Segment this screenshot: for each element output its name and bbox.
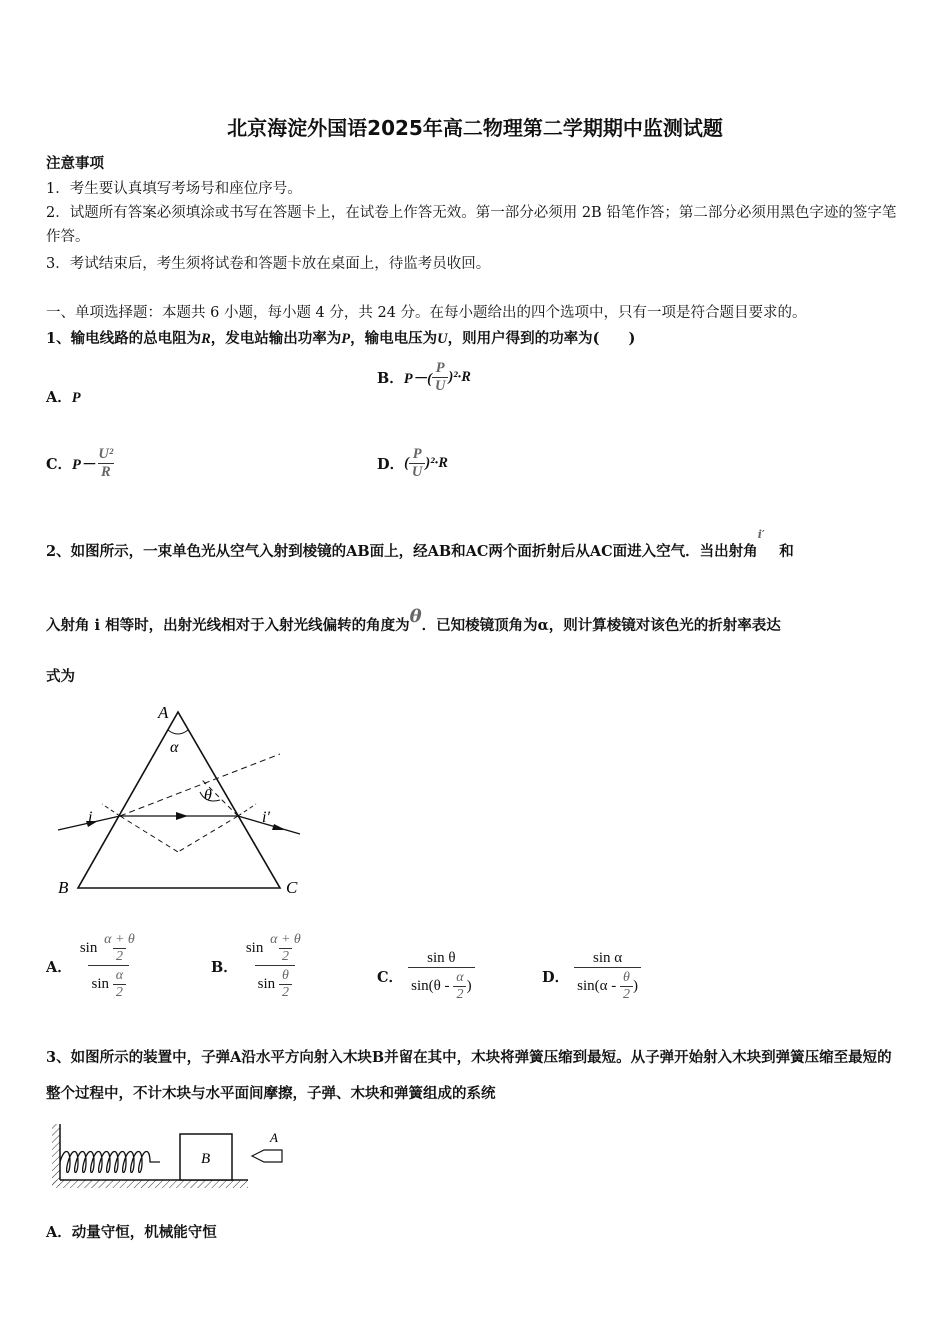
bullet-a xyxy=(252,1150,282,1162)
question-3-stem: 3、如图所示的装置中，子弹A沿水平方向射入木块B并留在其中，木块将弹簧压缩到最短。从子弹开始射入木块到弹簧压缩至最短的整个过程中，不计木块与水平面间摩擦，子弹、木块和弹簧组成的系统 xyxy=(46,1049,892,1102)
alpha-label: α xyxy=(170,739,179,756)
vertex-a-label: A xyxy=(158,703,169,722)
i-label: i xyxy=(88,809,93,826)
page-title: 北京海淀外国语2025年高二物理第二学期期中监测试题 xyxy=(227,116,723,140)
section-heading: 一、单项选择题：本题共 6 小题，每小题 4 分，共 24 分。在每小题给出的四个选项中，只有一项是符合题目要求的。 xyxy=(46,305,807,321)
theta-label: θ xyxy=(204,787,212,804)
bullet-a-label: A xyxy=(270,1130,278,1145)
notice-item-1: 1．考生要认真填写考场号和座位序号。 xyxy=(46,181,302,197)
q2-option-d[interactable]: D． sin α sin(α - $\frac{\theta}{2}$ ) xyxy=(542,950,641,1003)
normal-dashed-right xyxy=(178,816,238,852)
question-2-line-2: 入射角 i 相等时，出射光线相对于入射光线偏转的角度为θ．已知棱镜顶角为α，则计算棱镜对该色光的折射率表达 xyxy=(46,606,781,634)
block-b-label: B xyxy=(201,1151,211,1167)
question-2-line-1: 2、如图所示，一束单色光从空气入射到棱镜的AB面上，经AB和AC两个面折射后从AC面进入空气．当出射角$^{i'}$ 和 xyxy=(46,528,794,560)
notice-item-3: 3．考试结束后，考生须将试卷和答题卡放在桌面上，待监考员收回。 xyxy=(46,256,491,272)
q1-c-fraction: $\frac{\text{U²}}{R}$ xyxy=(98,446,114,480)
q1-option-a[interactable]: A．P xyxy=(46,389,81,406)
ground xyxy=(52,1180,248,1188)
q2-option-b[interactable]: B． sin $\frac{\alpha + \theta}{2}$ sin $\frac{\theta}{2}$ xyxy=(211,932,307,1001)
extended-incident-dashed xyxy=(120,754,280,816)
prism-diagram xyxy=(50,700,310,905)
prism-triangle xyxy=(78,712,280,888)
question-2-line-3: 式为 xyxy=(46,668,75,685)
q3-option-a[interactable]: A．动量守恒，机械能守恒 xyxy=(46,1224,217,1241)
q2-option-c[interactable]: C． sin θ sin(θ - $\frac{\alpha}{2}$ ) xyxy=(377,950,475,1003)
vertex-c-label: C xyxy=(286,878,298,897)
q1-b-fraction: $\frac{P}{U}$ xyxy=(432,360,448,395)
q1-option-d[interactable]: D．( $\frac{P}{U}$ )²·R xyxy=(377,446,448,480)
q2-d-fraction: sin α sin(α - $\frac{\theta}{2}$ ) xyxy=(574,950,641,1003)
notice-item-2: 2．试题所有答案必须填涂或书写在答题卡上，在试卷上作答无效。第一部分必须用 2B 铅笔作答；第二部分必须用黑色字迹的签字笔作答。 xyxy=(46,205,897,245)
q1-d-fraction: $\frac{P}{U}$ xyxy=(409,446,425,481)
notice-heading: 注意事项 xyxy=(46,155,104,172)
normal-dashed-left xyxy=(120,816,178,852)
i-prime-label: i′ xyxy=(262,809,270,826)
wall xyxy=(52,1124,60,1186)
question-1-stem: 1、输电线路的总电阻为R，发电站输出功率为P，输电电压为U，则用户得到的功率为( ) xyxy=(46,330,636,347)
q2-a-fraction: sin $\frac{\alpha + \theta}{2}$ sin $\frac{\alpha}{2}$ xyxy=(79,932,135,1000)
spring-block-diagram xyxy=(48,1118,288,1190)
q2-option-a[interactable]: A． sin $\frac{\alpha + \theta}{2}$ sin $\frac{\alpha}{2}$ xyxy=(46,932,141,1001)
q1-option-c[interactable]: C．P－ $\frac{\text{U²}}{R}$ xyxy=(46,446,116,481)
q2-b-fraction: sin $\frac{\alpha + \theta}{2}$ sin $\frac{\theta}{2}$ xyxy=(245,932,301,1000)
vertex-b-label: B xyxy=(58,878,69,897)
spring xyxy=(60,1152,160,1173)
q2-c-fraction: sin θ sin(θ - $\frac{\alpha}{2}$ ) xyxy=(408,950,475,1003)
q1-option-b[interactable]: B．P－( $\frac{P}{U}$ )²·R xyxy=(377,360,471,394)
